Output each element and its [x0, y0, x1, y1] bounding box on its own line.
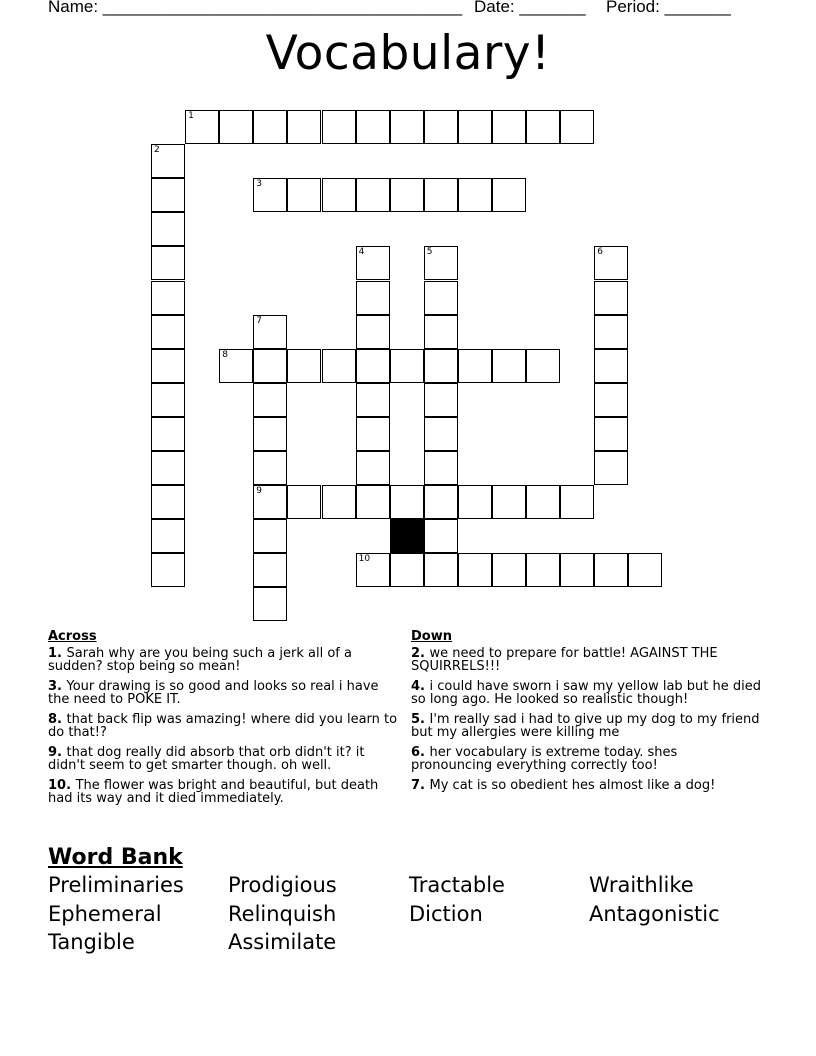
word-bank-item: Relinquish: [228, 902, 337, 926]
crossword-cell[interactable]: [526, 349, 560, 383]
crossword-cell[interactable]: [356, 315, 390, 349]
clue-item-text: I'm really sad i had to give up my dog to my friend but my allergies were killing me: [411, 712, 760, 740]
clue-item: [411, 680, 761, 706]
crossword-cell[interactable]: [594, 383, 628, 417]
crossword-cell[interactable]: [492, 110, 526, 144]
crossword-cell[interactable]: [322, 178, 356, 212]
crossword-cell[interactable]: [253, 451, 287, 485]
word-bank-item: Preliminaries: [48, 873, 184, 897]
crossword-cell[interactable]: [253, 110, 287, 144]
crossword-cell[interactable]: [458, 485, 492, 519]
crossword-cell[interactable]: [219, 349, 253, 383]
clue-item-text: The flower was bright and beautiful, but death had its way and it died immediately.: [48, 778, 379, 806]
crossword-cell[interactable]: [322, 110, 356, 144]
clue-item-text: her vocabulary is extreme today. shes pronouncing everything correctly too!: [411, 745, 678, 773]
word-bank-title: Word Bank: [48, 845, 183, 870]
clue-item: [48, 779, 398, 805]
crossword-cell[interactable]: [287, 349, 321, 383]
clue-item: [411, 647, 761, 673]
crossword-cell[interactable]: [492, 178, 526, 212]
clue-item-number: 10.: [48, 778, 76, 793]
crossword-cell[interactable]: [356, 281, 390, 315]
clue-number: 5: [426, 247, 433, 258]
clue-number: 7: [256, 315, 263, 326]
clue-item: [48, 647, 398, 673]
crossword-cell[interactable]: [492, 349, 526, 383]
crossword-cell[interactable]: [390, 349, 424, 383]
crossword-cell[interactable]: [424, 349, 458, 383]
crossword-cell[interactable]: [560, 485, 594, 519]
crossword-cell[interactable]: [151, 144, 185, 178]
crossword-cell[interactable]: [356, 246, 390, 280]
clue-item: [48, 713, 398, 739]
crossword-cell[interactable]: [356, 553, 390, 587]
clue-number: 4: [358, 247, 365, 258]
crossword-cell[interactable]: [287, 110, 321, 144]
crossword-cell[interactable]: [424, 281, 458, 315]
crossword-cell[interactable]: [424, 110, 458, 144]
crossword-cell[interactable]: [594, 417, 628, 451]
crossword-cell[interactable]: [151, 383, 185, 417]
crossword-cell[interactable]: [151, 519, 185, 553]
clue-item-number: 1.: [48, 646, 67, 661]
crossword-cell[interactable]: [151, 315, 185, 349]
clue-item-number: 5.: [411, 712, 430, 727]
crossword-cell[interactable]: [458, 349, 492, 383]
crossword-cell[interactable]: [356, 485, 390, 519]
clue-item-number: 3.: [48, 679, 67, 694]
crossword-cell[interactable]: [492, 553, 526, 587]
crossword-cell[interactable]: [356, 178, 390, 212]
crossword-cell[interactable]: [151, 212, 185, 246]
crossword-cell[interactable]: [151, 417, 185, 451]
crossword-cell[interactable]: [356, 110, 390, 144]
crossword-cell[interactable]: [151, 485, 185, 519]
crossword-cell[interactable]: [219, 110, 253, 144]
crossword-cell[interactable]: [356, 349, 390, 383]
crossword-cell[interactable]: [390, 110, 424, 144]
clue-item-text: that dog really did absorb that orb didn't it? it didn't seem to get smarter though. oh well.: [48, 745, 365, 773]
clue-item: [48, 746, 398, 772]
crossword-cell[interactable]: [253, 349, 287, 383]
crossword-cell[interactable]: [492, 485, 526, 519]
clue-number: 3: [256, 179, 263, 190]
crossword-cell[interactable]: [287, 178, 321, 212]
word-bank-item: Diction: [409, 902, 483, 926]
page-title: Vocabulary!: [265, 26, 551, 81]
crossword-cell[interactable]: [526, 485, 560, 519]
crossword-block: [390, 519, 424, 553]
crossword-cell[interactable]: [424, 485, 458, 519]
crossword-cell[interactable]: [390, 178, 424, 212]
down-clues: [411, 630, 761, 799]
clue-item-text: we need to prepare for battle! AGAINST THE SQUIRRELS!!!: [411, 646, 718, 674]
clue-item-text: Your drawing is so good and looks so real i have the need to POKE IT.: [48, 679, 379, 707]
word-bank-item: Tangible: [48, 930, 135, 954]
clue-item-number: 2.: [411, 646, 430, 661]
crossword-cell[interactable]: [424, 178, 458, 212]
crossword-cell[interactable]: [356, 451, 390, 485]
word-bank-item: Antagonistic: [589, 902, 720, 926]
crossword-cell[interactable]: [424, 417, 458, 451]
crossword-cell[interactable]: [253, 178, 287, 212]
crossword-cell[interactable]: [628, 553, 662, 587]
crossword-cell[interactable]: [253, 315, 287, 349]
crossword-cell[interactable]: [253, 485, 287, 519]
word-bank-item: Tractable: [409, 873, 505, 897]
clue-number: 10: [358, 554, 371, 565]
period-field-label: Period: _______: [606, 0, 731, 16]
crossword-cell[interactable]: [424, 246, 458, 280]
crossword-cell[interactable]: [594, 246, 628, 280]
clue-item-number: 4.: [411, 679, 430, 694]
crossword-cell[interactable]: [253, 553, 287, 587]
crossword-cell[interactable]: [424, 451, 458, 485]
clue-number: 9: [256, 486, 263, 497]
crossword-cell[interactable]: [424, 553, 458, 587]
clue-item: [48, 680, 398, 706]
clue-item: [411, 746, 761, 772]
crossword-cell[interactable]: [594, 349, 628, 383]
crossword-cell[interactable]: [424, 315, 458, 349]
crossword-cell[interactable]: [151, 246, 185, 280]
crossword-cell[interactable]: [424, 383, 458, 417]
crossword-cell[interactable]: [356, 383, 390, 417]
crossword-cell[interactable]: [458, 553, 492, 587]
crossword-cell[interactable]: [356, 417, 390, 451]
clue-item-number: 8.: [48, 712, 67, 727]
crossword-cell[interactable]: [390, 485, 424, 519]
crossword-cell[interactable]: [151, 553, 185, 587]
clue-item-text: My cat is so obedient hes almost like a dog!: [429, 778, 716, 793]
clue-item-number: 9.: [48, 745, 67, 760]
clue-item: [411, 713, 761, 739]
crossword-cell[interactable]: [151, 178, 185, 212]
crossword-cell[interactable]: [424, 519, 458, 553]
crossword-cell[interactable]: [322, 485, 356, 519]
crossword-cell[interactable]: [526, 110, 560, 144]
crossword-cell[interactable]: [151, 281, 185, 315]
down-heading: Down: [411, 629, 452, 644]
crossword-cell[interactable]: [526, 553, 560, 587]
name-field-label: Name: ______________________________________: [48, 0, 463, 16]
word-bank-item: Assimilate: [228, 930, 337, 954]
crossword-cell[interactable]: [594, 315, 628, 349]
clue-item-number: 7.: [411, 778, 430, 793]
crossword-cell[interactable]: [253, 383, 287, 417]
crossword-cell[interactable]: [253, 519, 287, 553]
crossword-cell[interactable]: [594, 281, 628, 315]
crossword-cell[interactable]: [151, 349, 185, 383]
crossword-cell[interactable]: [594, 451, 628, 485]
clue-number: 2: [154, 145, 160, 156]
clue-item-number: 6.: [411, 745, 430, 760]
crossword-cell[interactable]: [253, 417, 287, 451]
word-bank-item: Ephemeral: [48, 902, 162, 926]
clue-item-text: i could have sworn i saw my yellow lab but he died so long ago. He looked so realistic though!: [411, 679, 762, 707]
crossword-cell[interactable]: [560, 553, 594, 587]
crossword-cell[interactable]: [560, 110, 594, 144]
clue-number: 1: [188, 111, 194, 121]
clue-number: 6: [597, 247, 604, 258]
clue-item-text: that back flip was amazing! where did you learn to do that!?: [48, 712, 398, 740]
crossword-cell[interactable]: [458, 110, 492, 144]
crossword-cell[interactable]: [322, 349, 356, 383]
crossword-cell[interactable]: [185, 110, 219, 144]
crossword-cell[interactable]: [594, 553, 628, 587]
clue-number: 8: [222, 349, 228, 360]
crossword-cell[interactable]: [287, 485, 321, 519]
word-bank-item: Prodigious: [228, 873, 337, 897]
across-clues: [48, 630, 398, 812]
crossword-cell[interactable]: [390, 553, 424, 587]
crossword-cell[interactable]: [151, 451, 185, 485]
date-field-label: Date: _______: [474, 0, 586, 16]
across-heading: Across: [48, 629, 97, 644]
clue-item: [411, 779, 761, 792]
crossword-cell[interactable]: [458, 178, 492, 212]
crossword-cell[interactable]: [253, 587, 287, 621]
word-bank-item: Wraithlike: [589, 873, 694, 897]
clue-item-text: Sarah why are you being such a jerk all of a sudden? stop being so mean!: [48, 646, 352, 674]
